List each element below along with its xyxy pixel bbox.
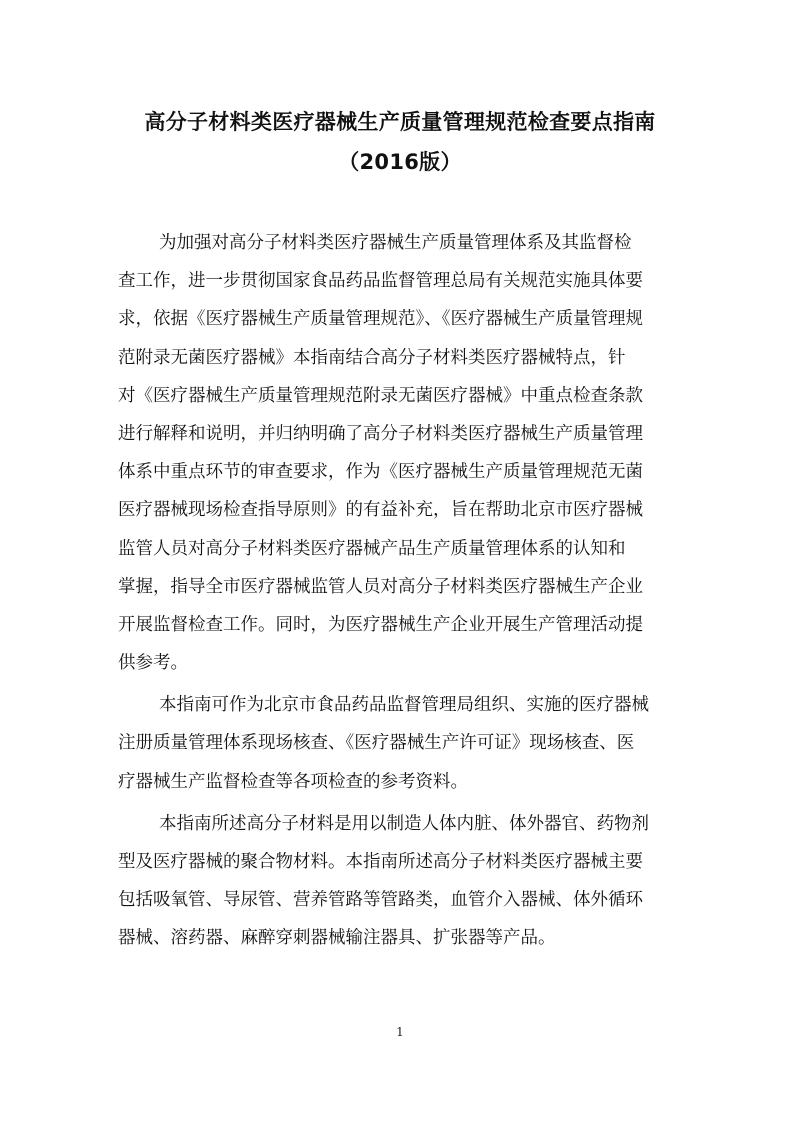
paragraph-line: 器械、溶药器、麻醉穿刺器械输注器具、扩张器等产品。 — [118, 928, 556, 949]
document-title: 高分子材料类医疗器械生产质量管理规范检查要点指南 — [144, 110, 656, 134]
paragraph-line: 医疗器械现场检查指导原则》的有益补充，旨在帮助北京市医疗器械 — [118, 500, 643, 521]
paragraph-line: 疗器械生产监督检查等各项检查的参考资料。 — [118, 771, 468, 792]
paragraph-line: 范附录无菌医疗器械》本指南结合高分子材料类医疗器械特点，针 — [118, 347, 626, 368]
paragraph-line: 对《医疗器械生产质量管理规范附录无菌医疗器械》中重点检查条款 — [118, 385, 643, 406]
paragraph-line: 查工作，进一步贯彻国家食品药品监督管理总局有关规范实施具体要 — [118, 271, 643, 292]
paragraph-line: 供参考。 — [118, 653, 188, 674]
paragraph-line: 监管人员对高分子材料类医疗器械产品生产质量管理体系的认知和 — [118, 538, 626, 559]
paragraph-line: 求，依据《医疗器械生产质量管理规范》、《医疗器械生产质量管理规 — [118, 309, 643, 330]
paragraph-line: 包括吸氧管、导尿管、营养管路等管路类，血管介入器械、体外循环 — [118, 890, 643, 911]
paragraph-line: 体系中重点环节的审查要求，作为《医疗器械生产质量管理规范无菌 — [118, 462, 643, 483]
paragraph-line: 本指南所述高分子材料是用以制造人体内脏、体外器官、药物剂 — [159, 813, 649, 834]
paragraph-line: 注册质量管理体系现场核查、《医疗器械生产许可证》现场核查、医 — [118, 733, 635, 754]
paragraph-line: 开展监督检查工作。同时，为医疗器械生产企业开展生产管理活动提 — [118, 614, 643, 635]
paragraph-line: 进行解释和说明，并归纳明确了高分子材料类医疗器械生产质量管理 — [118, 423, 643, 444]
paragraph-purpose — [118, 224, 690, 682]
paragraph-line: 掌握，指导全市医疗器械监管人员对高分子材料类医疗器械生产企业 — [118, 576, 643, 597]
paragraph-definition — [118, 805, 690, 958]
paragraph-line: 为加强对高分子材料类医疗器械生产质量管理体系及其监督检 — [159, 233, 632, 253]
paragraph-line: 型及医疗器械的聚合物材料。本指南所述高分子材料类医疗器械主要 — [118, 852, 643, 872]
paragraph-line: 本指南可作为北京市食品药品监督管理局组织、实施的医疗器械 — [159, 695, 649, 716]
document-subtitle-edition: （2016版） — [338, 150, 462, 174]
paragraph-scope-usage — [118, 686, 690, 801]
page-number: 1 — [396, 1025, 404, 1039]
document-body — [118, 224, 690, 958]
